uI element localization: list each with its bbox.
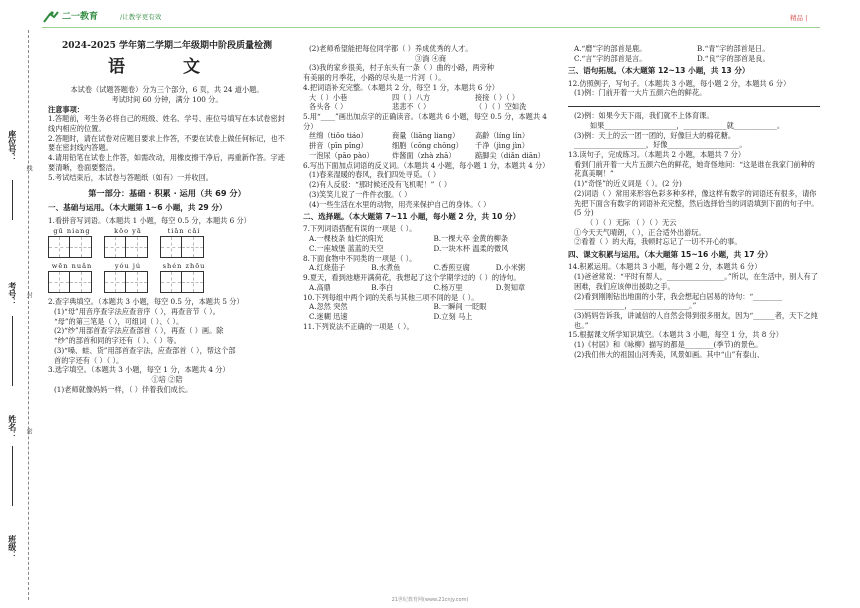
quality-tag: 精品 | xyxy=(790,14,808,22)
question-14-1: (1)爸爸常说：“平时有帮人，________________。”所以，在生活中，别人有了困难，我们应该伸出援助之手。 xyxy=(574,272,818,291)
question-11: 11.下列说法不正确的一项是（ ）。 xyxy=(303,321,414,331)
question-2-1a: (1)“母”用音序查字法应查音序（ ），再查音节（ ）。 xyxy=(54,307,220,317)
part-one-title: 第一部分：基础 · 积累 · 运用（共 69 分） xyxy=(88,188,246,199)
exam-info-1: 本试卷（试题答题卷）分为三个部分，6 页，共 24 道小题。 xyxy=(70,85,264,95)
question-7-row-1 xyxy=(303,234,558,244)
pronunciation-item: 拼音（pīn pǐng） xyxy=(309,141,368,151)
question-5: 5.用“____”画出加点字的正确读音。（本题共 6 小题，每空 0.5 分，本题共 4 分） xyxy=(303,112,547,131)
option[interactable]: D.贺知章 xyxy=(495,282,526,292)
idiom-blank: 悲悲不（ ） xyxy=(392,102,431,112)
pinyin-label: shén zhōu xyxy=(162,262,206,271)
question-13-2: (2)词语（ ）常用来形容色彩多种多样，像这样有数字的词语还有很多，请你先把下面含有数字的词语补充完整，然后选择恰当的词语填到下面的句子中。(5 分) xyxy=(574,188,819,218)
question-3-3a: (3)我的家乡很美，村子东头有一条（ ）曲的小路，两旁种 xyxy=(309,63,494,73)
mi-mark: 密 xyxy=(25,428,33,434)
question-5-row-3 xyxy=(303,151,558,161)
writing-box[interactable] xyxy=(104,271,126,293)
column-right xyxy=(568,44,820,360)
question-5-row-2 xyxy=(303,141,558,151)
pinyin-label: wēn nuǎn xyxy=(51,262,93,271)
pinyin-label: yóu jú xyxy=(114,262,142,271)
slogan: /让教学更有效 xyxy=(120,13,162,21)
option[interactable]: C.迷糊 迅速 xyxy=(309,311,348,321)
logo-text: 二一教育 xyxy=(62,12,99,22)
idiom-blank: （ ）（ ）空如洗 xyxy=(475,102,527,112)
note-item: 1.答题前，考生务必将自己的班级、姓名、学号、座位号填写在本试卷密封线内相应的位置。 xyxy=(48,114,285,133)
question-3-3b: 有美丽的月季花，小路的尽头是一片河（ ）。 xyxy=(303,73,446,83)
question-12: 12.仿照例子，写句子。（本题共 3 小题，每小题 2 分，本题共 6 分） xyxy=(568,78,791,88)
question-4-row-1 xyxy=(303,93,558,103)
section-two-title: 二、选择题。（本大题第 7~11 小题，每小题 2 分，共 10 分） xyxy=(303,212,521,222)
option[interactable]: A.“磨”字的部首是鹿。 xyxy=(574,44,647,53)
question-13-2c: ①今天天气晴朗，（ ），正合适外出游玩。 xyxy=(574,227,706,237)
section-one-title: 一、基础与运用。（本大题第 1~6 小题，共 29 分） xyxy=(48,203,227,213)
idiom-blank: 四（ ）八方 xyxy=(392,92,431,102)
option[interactable]: B.一棵大卒 金黄的柳条 xyxy=(433,234,509,244)
question-10-row-2 xyxy=(303,312,558,322)
question-7-row-2 xyxy=(303,244,558,254)
option[interactable]: A.红烧茄子 xyxy=(309,263,346,273)
option[interactable]: D.一块木杯 温柔的微风 xyxy=(433,243,509,253)
option[interactable]: D.小米粥 xyxy=(495,263,526,273)
writing-box[interactable] xyxy=(48,271,70,293)
pronunciation-item: 商量（liāng liang） xyxy=(392,131,460,141)
question-12-3: (3)例：天上的云一团一团的，好像巨大的棉花糖。 xyxy=(574,130,736,140)
question-6-4: (4)一些生活在水里的动物，用壳来保护自己的身体。（ ） xyxy=(309,199,491,209)
writing-box[interactable] xyxy=(182,271,204,293)
question-1: 1.看拼音写词语。（本题共 1 小题，每空 0.5 分，本题共 6 分） xyxy=(48,215,251,225)
exam-no-blank xyxy=(12,316,13,386)
answer-line[interactable] xyxy=(568,98,820,107)
pinyin-grid-row-2 xyxy=(48,262,286,293)
section-three-title: 三、语句拓展。（本大题第 12~13 小题，共 13 分） xyxy=(568,66,750,76)
option[interactable]: C.杨万里 xyxy=(433,282,463,292)
question-3-2: (2)老师希望能把每位同学都（ ）养成优秀的人才。 xyxy=(309,44,473,53)
option[interactable]: C.“言”字的部首是言。 xyxy=(574,53,647,63)
idiom-blank: 各头各（ ） xyxy=(309,102,348,112)
writing-box[interactable] xyxy=(160,236,182,258)
notes-title: 注意事项： xyxy=(48,104,84,114)
option[interactable]: B.一瞬间 一眨眼 xyxy=(433,302,487,312)
line-mark: 线 xyxy=(25,165,33,171)
pronunciation-item: 炸酱面（zhà zhā） xyxy=(392,150,456,160)
question-15-1: (1)《村居》和《咏柳》描写的都是________(季节)的景色。 xyxy=(574,340,763,350)
pronunciation-item: 踮脚尖（diǎn diān） xyxy=(475,150,545,160)
idiom-blank: 大（ ）小巷 xyxy=(309,92,348,102)
pronunciation-item: 高齡（líng lín） xyxy=(475,131,530,141)
question-3-options-2: ③淌 ④商 xyxy=(414,53,447,63)
idiom-blank: 接接（ ）（ ） xyxy=(475,92,520,102)
option[interactable]: B.水煮鱼 xyxy=(371,263,401,273)
writing-box[interactable] xyxy=(70,271,92,293)
writing-box[interactable] xyxy=(160,271,182,293)
question-9-options xyxy=(303,283,558,293)
question-2-1b: “母”的第三笔是（ ），可组词（ ）、（ ）。 xyxy=(54,316,184,326)
pinyin-label: tiān cǎi xyxy=(167,227,201,236)
note-item: 2.答题时，请在试卷对应题目要求上作答，不要在试卷上做任何标记，也不要在密封线内答题。 xyxy=(48,133,285,153)
option[interactable]: A.忽然 突然 xyxy=(309,302,348,312)
section-four-title: 四、课文积累与运用。（本大题第 15~16 小题，共 17 分） xyxy=(568,250,773,260)
option[interactable]: B.“青”字的部首是日。 xyxy=(697,44,770,53)
question-15: 15.根据课文所学知识填空。（本题共 3 小题，每空 1 分，共 8 分） xyxy=(568,330,783,340)
pronunciation-item: 丝绵（tiǒo tiáo） xyxy=(309,131,368,141)
option[interactable]: C.一座城堡 蓝蓝的天空 xyxy=(309,243,384,253)
question-3: 3.选字填空。（本题共 3 小题，每空 1 分，本题共 4 分） xyxy=(48,365,230,375)
option[interactable]: A.一棵枝条 灿烂的阳光 xyxy=(309,234,384,244)
question-2: 2.查字典填空。（本题共 3 小题，每空 0.5 分，本题共 5 分） xyxy=(48,297,244,307)
question-13-2b[interactable]: （ ）（ ）无际 （ ）（ ）无云 xyxy=(586,218,677,228)
writing-box[interactable] xyxy=(126,271,148,293)
question-11-row-1 xyxy=(568,44,820,54)
question-2-2a: (2)“纱”用部首查字法应查部首（ ），再查（ ）画。除 xyxy=(54,326,224,336)
column-middle xyxy=(303,44,558,331)
question-12-2: (2)例：如果今天下雨，我们就不上体育课。 xyxy=(574,111,714,121)
question-10-row-1 xyxy=(303,302,558,312)
question-4-row-2 xyxy=(303,102,558,112)
binding-dashed-line xyxy=(28,30,29,600)
writing-box[interactable] xyxy=(182,236,204,258)
question-3-1: (1)老师就像妈妈一样，（ ）伴着我们成长。 xyxy=(54,384,193,394)
writing-box[interactable] xyxy=(126,236,148,258)
question-6-2: (2)有人反驳：“那时候还没有飞机呢！”（ ） xyxy=(309,180,452,190)
column-left xyxy=(48,40,286,394)
exam-info-2: 考试时间 60 分钟，满分 100 分。 xyxy=(111,94,223,104)
brand-logo xyxy=(42,10,117,24)
question-11-row-2 xyxy=(568,54,820,64)
question-10: 10.下列每组中两个词的关系与其他三项不同的是（ ）。 xyxy=(303,292,479,302)
header-divider xyxy=(42,27,820,28)
question-6-1: (1)春来湿暖的春风，我们四处寻觅。（ ） xyxy=(309,170,441,180)
runner-logo-icon xyxy=(42,10,60,24)
writing-box[interactable] xyxy=(48,236,70,258)
option[interactable]: B.李白 xyxy=(371,282,394,292)
option[interactable]: D.“良”字的部首是良。 xyxy=(697,53,770,63)
question-13: 13.读句子，完成练习。（本题共 2 小题，本题共 7 分） xyxy=(568,150,746,159)
question-6-3: (3)笑笑儿说了一件件衣服。（ ） xyxy=(309,189,412,199)
pinyin-grid-row-1 xyxy=(48,227,286,258)
question-12-2b[interactable]: 如果____________________，____________就____________。 xyxy=(590,120,785,130)
option[interactable]: C.香煎豆腐 xyxy=(433,263,470,273)
writing-box[interactable] xyxy=(70,236,92,258)
pinyin-label: gū niang xyxy=(53,227,91,236)
page-footer: 21世纪教育网(www.21cnjy.com) xyxy=(391,597,469,603)
exam-title: 2024-2025 学年第二学期二年级期中阶段质量检测 xyxy=(62,41,272,51)
subject-title: 语 文 xyxy=(108,57,226,78)
question-9: 9.夏天，看到池塘开满荷花，我想起了这个学期学过的（ ）的诗句。 xyxy=(303,273,521,283)
option[interactable]: D.立刻 马上 xyxy=(433,311,473,321)
question-2-3a: (3)“嗓、蛙、货”用部首查字法，应查部首（ ），帮这个部 xyxy=(54,345,236,355)
class-label: 班级： xyxy=(7,535,17,559)
question-14-2: (2)看到刚刚钻出地面的小芽，我会想起白居易的诗句：“________ ______________，________________。” xyxy=(574,291,782,311)
note-item: 5.考试结束后，本试卷与答题纸（如有）一并收回。 xyxy=(48,172,213,182)
question-3-options: ①培 ②陪 xyxy=(151,375,183,385)
question-2-3b: 首的字还有（ ）（ ）。 xyxy=(54,355,124,365)
name-label: 姓名： xyxy=(7,415,17,439)
question-14-3: (3)妈妈告诉我，讲诚信的人自然会得到很多朋友，因为“______者，天下之纯也。” xyxy=(574,311,818,330)
question-5-row-1 xyxy=(303,131,558,141)
question-14: 14.积累运用。（本题共 3 小题，每小题 2 分，本题共 6 分） xyxy=(568,262,762,272)
writing-box[interactable] xyxy=(104,236,126,258)
question-2-2b: “纱”的部首和同的字还有（ ）、（ ）等。 xyxy=(54,336,181,346)
seat-blank xyxy=(12,180,13,220)
question-15-2: (2)我们伟大的祖国山河秀美，风景如画。其中“山”有泰山、 xyxy=(574,349,765,359)
seat-label: 座位号： xyxy=(7,130,17,162)
pronunciation-item: 细胞（cōng chōng） xyxy=(392,141,463,151)
question-13-2d: ②看着（ ）的大海，我顿时忘记了一切不开心的事。 xyxy=(574,237,742,247)
note-item: 4.请用铅笔在试卷上作答，如需改动，用橡皮擦干净后，再重新作答。字迹要清晰，卷面要整洁。 xyxy=(48,153,285,172)
question-4: 4.把词语补充完整。（本题共 2 分，每空 1 分，本题共 6 分） xyxy=(303,82,499,92)
question-12-1: (1)例：门前开着一大片五颜六色的鲜花。 xyxy=(574,88,707,98)
question-13-text: 看到门前开着一大片五颜六色的鲜花，她奇怪地问：“这是谁在我家门前种的花真美啊！” xyxy=(574,159,815,179)
pinyin-label: kōo yā xyxy=(114,227,142,236)
name-blank xyxy=(12,446,13,506)
exam-no-label: 考号： xyxy=(7,282,17,306)
question-8-options xyxy=(303,263,558,273)
pronunciation-item: 千净（jìng jìn） xyxy=(475,141,529,151)
question-13-1: (1)“奇怪”的近义词是（ ）。(2 分) xyxy=(574,179,682,189)
question-8: 8.下面食物中不同类的一项是（ ）。 xyxy=(303,253,417,263)
pronunciation-item: 一泡尿（pāo pào） xyxy=(309,150,374,160)
seal-mark: 封 xyxy=(25,292,33,298)
question-6: 6.写出下面加点词语的反义词。（本题共 4 小题，每小题 1 分，本题共 4 分） xyxy=(303,160,550,170)
question-7: 7.下列词语搭配有误的一项是（ ）。 xyxy=(303,224,417,234)
option[interactable]: A.高鼎 xyxy=(309,282,331,292)
question-12-3b[interactable]: ____________________，好像____________________。 xyxy=(574,140,747,150)
